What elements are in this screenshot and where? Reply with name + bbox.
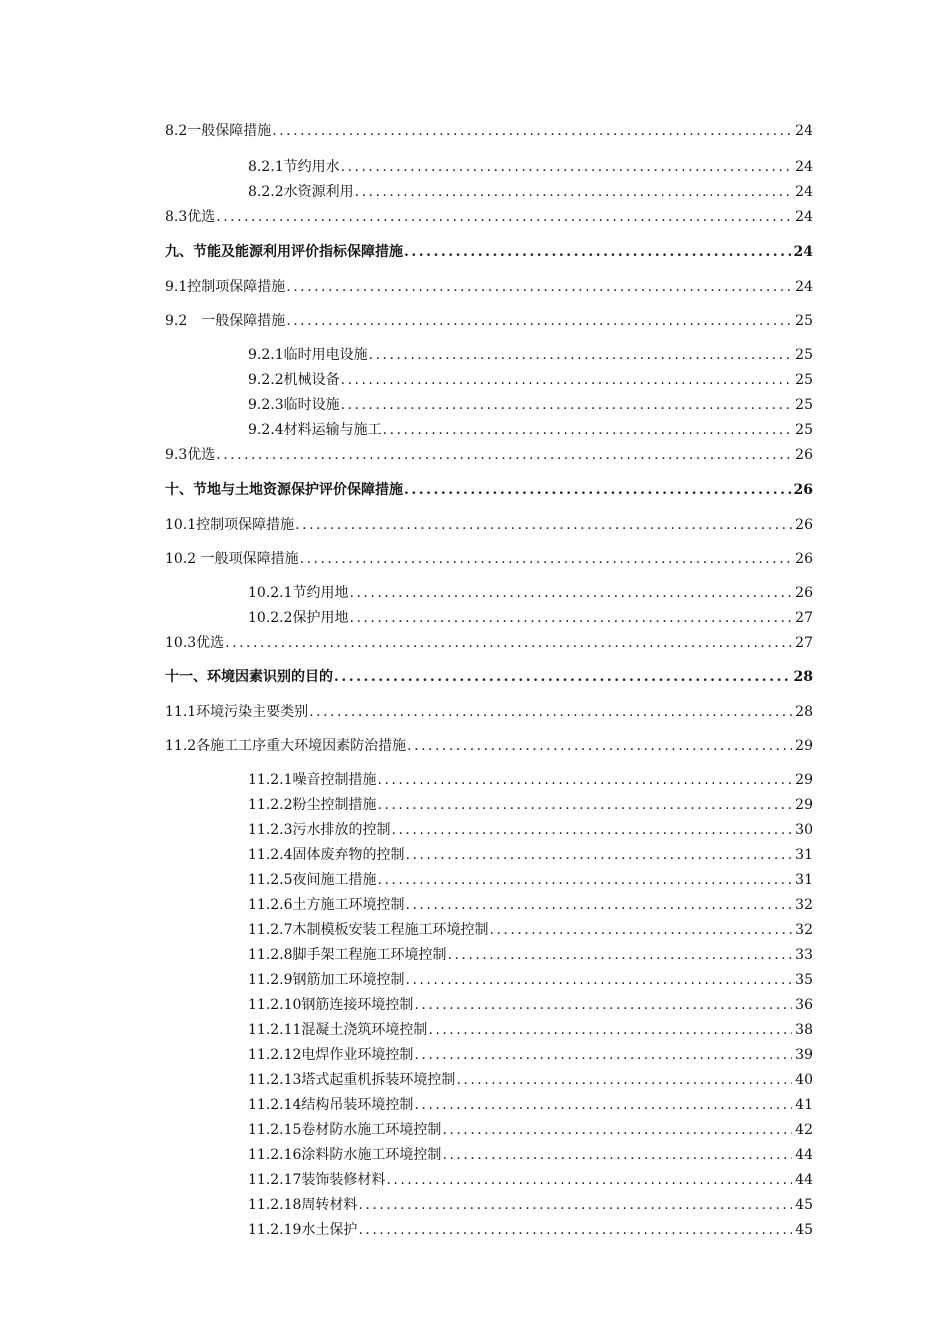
toc-entry[interactable] — [165, 312, 813, 330]
toc-entry-title: 11.2.17装饰装修材料 — [248, 1172, 386, 1188]
toc-page-number: 36 — [795, 997, 813, 1013]
toc-entry-title: 十一、环境因素识别的目的 — [165, 669, 333, 685]
toc-entry-title: 8.2.2水资源利用 — [248, 184, 354, 200]
toc-page-number: 26 — [795, 551, 813, 567]
toc-dot-leader — [392, 821, 793, 839]
toc-dot-leader — [341, 396, 793, 414]
toc-page-number: 24 — [793, 244, 813, 260]
toc-entry[interactable] — [165, 122, 813, 140]
toc-entry[interactable] — [248, 1146, 813, 1164]
toc-entry-title: 9.2.3临时设施 — [248, 397, 340, 413]
toc-dot-leader — [225, 634, 792, 652]
toc-dot-leader — [358, 1221, 792, 1239]
toc-dot-leader — [406, 971, 793, 989]
toc-entry[interactable] — [248, 346, 813, 364]
toc-page-number: 25 — [795, 313, 813, 329]
toc-entry[interactable] — [248, 1071, 813, 1089]
toc-page-number: 29 — [795, 772, 813, 788]
toc-entry[interactable] — [165, 703, 813, 721]
toc-entry-title: 11.2.10钢筋连接环境控制 — [248, 997, 414, 1013]
toc-page-number: 31 — [795, 847, 813, 863]
toc-dot-leader — [272, 122, 792, 140]
toc-page-number: 45 — [795, 1222, 813, 1238]
toc-dot-leader — [334, 668, 791, 686]
toc-entry[interactable] — [165, 668, 813, 686]
toc-dot-leader — [407, 737, 792, 755]
toc-entry[interactable] — [248, 921, 813, 939]
toc-dot-leader — [341, 158, 793, 176]
toc-entry[interactable] — [165, 208, 813, 226]
toc-page-number: 33 — [795, 947, 813, 963]
toc-page-number: 38 — [795, 1022, 813, 1038]
toc-entry-title: 11.2.4固体废弃物的控制 — [248, 847, 405, 863]
toc-entry-title: 9.2.4材料运输与施工 — [248, 422, 382, 438]
toc-entry[interactable] — [248, 1221, 813, 1239]
toc-entry-title: 8.2.1节约用水 — [248, 159, 340, 175]
toc-entry[interactable] — [248, 1021, 813, 1039]
toc-page-number: 26 — [795, 585, 813, 601]
toc-dot-leader — [216, 446, 792, 464]
toc-entry-title: 11.2.16涂料防水施工环境控制 — [248, 1147, 442, 1163]
toc-dot-leader — [286, 278, 792, 296]
toc-entry-title: 10.2.2保护用地 — [248, 610, 349, 626]
toc-page-number: 27 — [795, 610, 813, 626]
toc-entry-title: 10.2.1节约用地 — [248, 585, 349, 601]
toc-entry[interactable] — [248, 183, 813, 201]
toc-page-number: 35 — [795, 972, 813, 988]
toc-entry-title: 11.2.9钢筋加工环境控制 — [248, 972, 405, 988]
toc-dot-leader — [295, 516, 792, 534]
toc-page-number: 25 — [795, 347, 813, 363]
toc-entry-title: 11.2.15卷材防水施工环境控制 — [248, 1122, 442, 1138]
toc-entry-title: 10.1控制项保障措施 — [165, 517, 295, 533]
toc-entry[interactable] — [248, 771, 813, 789]
toc-page-number: 28 — [795, 704, 813, 720]
toc-entry[interactable] — [248, 846, 813, 864]
toc-entry-title: 11.2.6土方施工环境控制 — [248, 897, 405, 913]
toc-entry-title: 11.2.14结构吊装环境控制 — [248, 1097, 414, 1113]
toc-dot-leader — [406, 896, 793, 914]
toc-entry[interactable] — [248, 1121, 813, 1139]
toc-entry[interactable] — [248, 946, 813, 964]
toc-page-number: 32 — [795, 922, 813, 938]
toc-dot-leader — [428, 1021, 792, 1039]
toc-page-number: 42 — [795, 1122, 813, 1138]
toc-entry-title: 11.2各施工工序重大环境因素防治措施 — [165, 738, 407, 754]
toc-dot-leader — [300, 550, 793, 568]
toc-dot-leader — [414, 996, 792, 1014]
toc-entry[interactable] — [248, 1196, 813, 1214]
toc-entry-title: 8.3优选 — [165, 209, 216, 225]
toc-entry[interactable] — [248, 821, 813, 839]
toc-page-number: 25 — [795, 372, 813, 388]
toc-page-number: 24 — [795, 184, 813, 200]
toc-page-number: 25 — [795, 422, 813, 438]
toc-entry[interactable] — [248, 158, 813, 176]
toc-entry[interactable] — [165, 737, 813, 755]
toc-entry-title: 9.3优选 — [165, 447, 216, 463]
toc-dot-leader — [442, 1121, 792, 1139]
toc-page-number: 26 — [793, 482, 813, 498]
toc-page-number: 29 — [795, 738, 813, 754]
toc-page-number: 44 — [795, 1172, 813, 1188]
toc-entry-title: 11.2.1噪音控制措施 — [248, 772, 377, 788]
toc-entry-title: 11.2.2粉尘控制措施 — [248, 797, 377, 813]
toc-page-number: 26 — [795, 517, 813, 533]
toc-entry[interactable] — [248, 871, 813, 889]
toc-page-number: 29 — [795, 797, 813, 813]
toc-dot-leader — [404, 481, 791, 499]
toc-dot-leader — [378, 771, 793, 789]
toc-page-number: 25 — [795, 397, 813, 413]
toc-dot-leader — [448, 946, 793, 964]
toc-entry[interactable] — [248, 609, 813, 627]
toc-entry[interactable] — [248, 421, 813, 439]
toc-dot-leader — [378, 871, 793, 889]
toc-page-number: 24 — [795, 159, 813, 175]
toc-page-number: 45 — [795, 1197, 813, 1213]
toc-entry-title: 11.2.13塔式起重机拆装环境控制 — [248, 1072, 456, 1088]
toc-page-number: 24 — [795, 209, 813, 225]
toc-entry-title: 11.2.18周转材料 — [248, 1197, 358, 1213]
toc-dot-leader — [490, 921, 793, 939]
toc-entry-title: 10.3优选 — [165, 635, 225, 651]
toc-entry-title: 11.2.5夜间施工措施 — [248, 872, 377, 888]
toc-entry[interactable] — [165, 446, 813, 464]
toc-page-number: 27 — [795, 635, 813, 651]
toc-entry[interactable] — [248, 396, 813, 414]
toc-page-number: 40 — [795, 1072, 813, 1088]
toc-dot-leader — [358, 1196, 792, 1214]
toc-page-number: 28 — [793, 669, 813, 685]
toc-entry-title: 11.2.7木制模板安装工程施工环境控制 — [248, 922, 489, 938]
toc-entry[interactable] — [248, 584, 813, 602]
toc-entry-title: 9.2.1临时用电设施 — [248, 347, 368, 363]
toc-entry-title: 11.2.19水土保护 — [248, 1222, 358, 1238]
toc-dot-leader — [404, 243, 791, 261]
toc-page-number: 41 — [795, 1097, 813, 1113]
toc-entry-title: 9.1控制项保障措施 — [165, 279, 286, 295]
toc-entry-title: 9.2 一般保障措施 — [165, 313, 286, 329]
toc-dot-leader — [216, 208, 792, 226]
toc-entry-title: 11.2.12电焊作业环境控制 — [248, 1047, 414, 1063]
toc-entry[interactable] — [248, 371, 813, 389]
toc-dot-leader — [386, 1171, 792, 1189]
toc-entry[interactable] — [165, 550, 813, 568]
toc-entry-title: 8.2一般保障措施 — [165, 123, 272, 139]
toc-entry[interactable] — [248, 1171, 813, 1189]
toc-page-number: 39 — [795, 1047, 813, 1063]
toc-dot-leader — [414, 1046, 792, 1064]
toc-entry-title: 11.2.3污水排放的控制 — [248, 822, 391, 838]
toc-dot-leader — [350, 609, 793, 627]
toc-dot-leader — [378, 796, 793, 814]
toc-entry[interactable] — [248, 896, 813, 914]
toc-entry[interactable] — [165, 481, 813, 499]
toc-entry[interactable] — [165, 516, 813, 534]
toc-page-number: 26 — [795, 447, 813, 463]
toc-dot-leader — [442, 1146, 792, 1164]
toc-entry-title: 11.1环境污染主要类别 — [165, 704, 309, 720]
toc-entry[interactable] — [248, 796, 813, 814]
toc-page-number: 24 — [795, 279, 813, 295]
toc-entry-title: 11.2.8脚手架工程施工环境控制 — [248, 947, 447, 963]
toc-dot-leader — [406, 846, 793, 864]
toc-dot-leader — [456, 1071, 792, 1089]
toc-page-number: 44 — [795, 1147, 813, 1163]
toc-entry[interactable] — [248, 971, 813, 989]
toc-entry[interactable] — [248, 996, 813, 1014]
toc-page-number: 32 — [795, 897, 813, 913]
toc-entry-title: 9.2.2机械设备 — [248, 372, 340, 388]
toc-entry-title: 十、节地与土地资源保护评价保障措施 — [165, 482, 403, 498]
toc-entry-title: 10.2 一般项保障措施 — [165, 551, 299, 567]
toc-dot-leader — [355, 183, 793, 201]
toc-dot-leader — [350, 584, 793, 602]
toc-entry[interactable] — [248, 1096, 813, 1114]
toc-entry[interactable] — [248, 1046, 813, 1064]
toc-page-number: 31 — [795, 872, 813, 888]
toc-dot-leader — [369, 346, 793, 364]
toc-dot-leader — [341, 371, 793, 389]
toc-entry[interactable] — [165, 278, 813, 296]
toc-entry[interactable] — [165, 243, 813, 261]
toc-dot-leader — [309, 703, 792, 721]
toc-dot-leader — [286, 312, 792, 330]
toc-page-number: 30 — [795, 822, 813, 838]
toc-dot-leader — [383, 421, 793, 439]
toc-entry[interactable] — [165, 634, 813, 652]
toc-dot-leader — [414, 1096, 792, 1114]
toc-entry-title: 九、节能及能源利用评价指标保障措施 — [165, 244, 403, 260]
toc-entry-title: 11.2.11混凝土浇筑环境控制 — [248, 1022, 428, 1038]
toc-page-number: 24 — [795, 123, 813, 139]
